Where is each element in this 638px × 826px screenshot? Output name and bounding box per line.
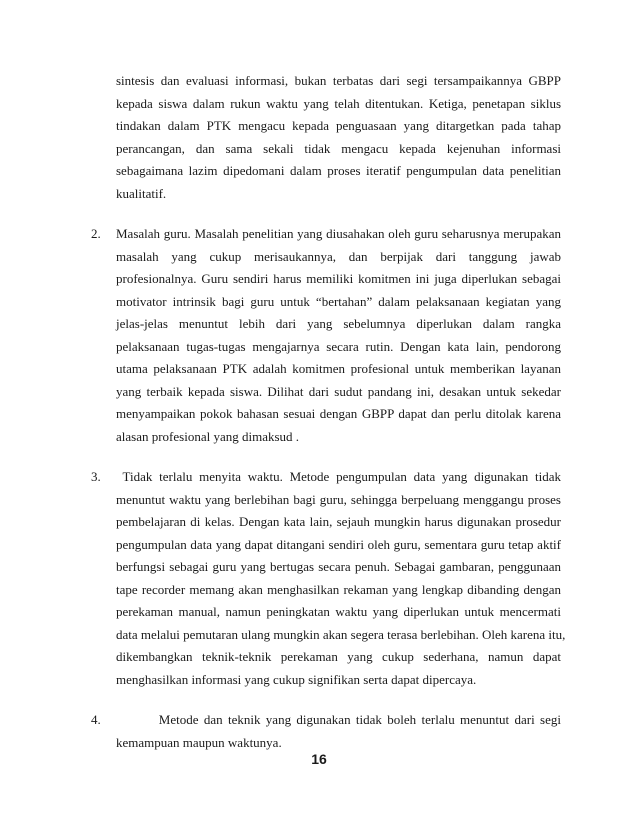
text-line: jelas-jelas menuntut lebih dari yang sebelumnya diperlukan dalam rangka: [116, 316, 561, 331]
text-line: profesionalnya. Guru sendiri harus memiliki komitmen ini juga diperlukan sebagai: [116, 271, 561, 286]
text-line: perekaman manual, namun peningkatan waktu yang diperlukan untuk mencermati: [116, 604, 561, 619]
text-line: Masalah guru. Masalah penelitian yang diusahakan oleh guru seharusnya merupakan: [116, 226, 561, 241]
text-line: data melalui pemutaran ulang mungkin akan segera terasa berlebihan. Oleh karena itu,: [116, 627, 566, 642]
text-line: menghasilkan informasi yang cukup signifikan serta dapat dipercaya.: [116, 672, 477, 687]
text-line: pelaksanaan tugas-tugas mengajarnya secara rutin. Dengan kata lain, pendorong: [116, 339, 561, 354]
text-line: yang terbaik kepada siswa. Dilihat dari sudut pandang ini, desakan untuk sekedar: [116, 384, 561, 399]
text-line: pengumpulan data yang dapat ditangani sendiri oleh guru, sementara guru tetap aktif: [116, 537, 561, 552]
text-line: pembelajaran di kelas. Dengan kata lain, sejauh mungkin harus digunakan prosedur: [116, 514, 561, 529]
text-line: berfungsi sebagai guru yang bertugas secara penuh. Sebagai gambaran, penggunaan: [116, 559, 561, 574]
list-number: 2.: [91, 226, 101, 241]
text-line: kemampuan maupun waktunya.: [116, 735, 282, 750]
text-line: tape recorder memang akan menghasilkan rekaman yang lengkap dibanding dengan: [116, 582, 561, 597]
text-line: perancangan, dan sama sekali tidak mengacu kepada kejenuhan informasi: [116, 141, 561, 156]
text-line: Metode dan teknik yang digunakan tidak boleh terlalu menuntut dari segi: [116, 712, 561, 727]
text-line: alasan profesional yang dimaksud .: [116, 429, 300, 444]
text-line: menyampaikan pokok bahasan sesuai dengan GBPP dapat dan perlu ditolak karena: [116, 406, 561, 421]
text-line: sintesis dan evaluasi informasi, bukan terbatas dari segi tersampaikannya GBPP: [116, 73, 561, 88]
text-line: tindakan dalam PTK mengacu kepada penguasaan yang ditargetkan pada tahap: [116, 118, 561, 133]
page-number-text: 16: [311, 751, 327, 767]
text-line: menuntut waktu yang berlebihan bagi guru, sehingga berpeluang menggangu proses: [116, 492, 561, 507]
text-line: utama pelaksanaan PTK adalah komitmen profesional untuk memberikan layanan: [116, 361, 561, 376]
text-line: kualitatif.: [116, 186, 167, 201]
text-line: masalah yang cukup merisaukannya, dan berpijak dari tanggung jawab: [116, 249, 561, 264]
text-line: kepada siswa dalam rukun waktu yang telah ditentukan. Ketiga, penetapan siklus: [116, 96, 561, 111]
text-line: motivator intrinsik bagi guru untuk “bertahan” dalam pelaksanaan kegiatan yang: [116, 294, 561, 309]
list-number: 3.: [91, 469, 101, 484]
text-line: dikembangkan teknik-teknik perekaman yang cukup sederhana, namun dapat: [116, 649, 561, 664]
text-line: sebagaimana lazim dipedomani dalam proses iteratif pengumpulan data penelitian: [116, 163, 561, 178]
list-number: 4.: [91, 712, 101, 727]
text-line: Tidak terlalu menyita waktu. Metode pengumpulan data yang digunakan tidak: [116, 469, 561, 484]
